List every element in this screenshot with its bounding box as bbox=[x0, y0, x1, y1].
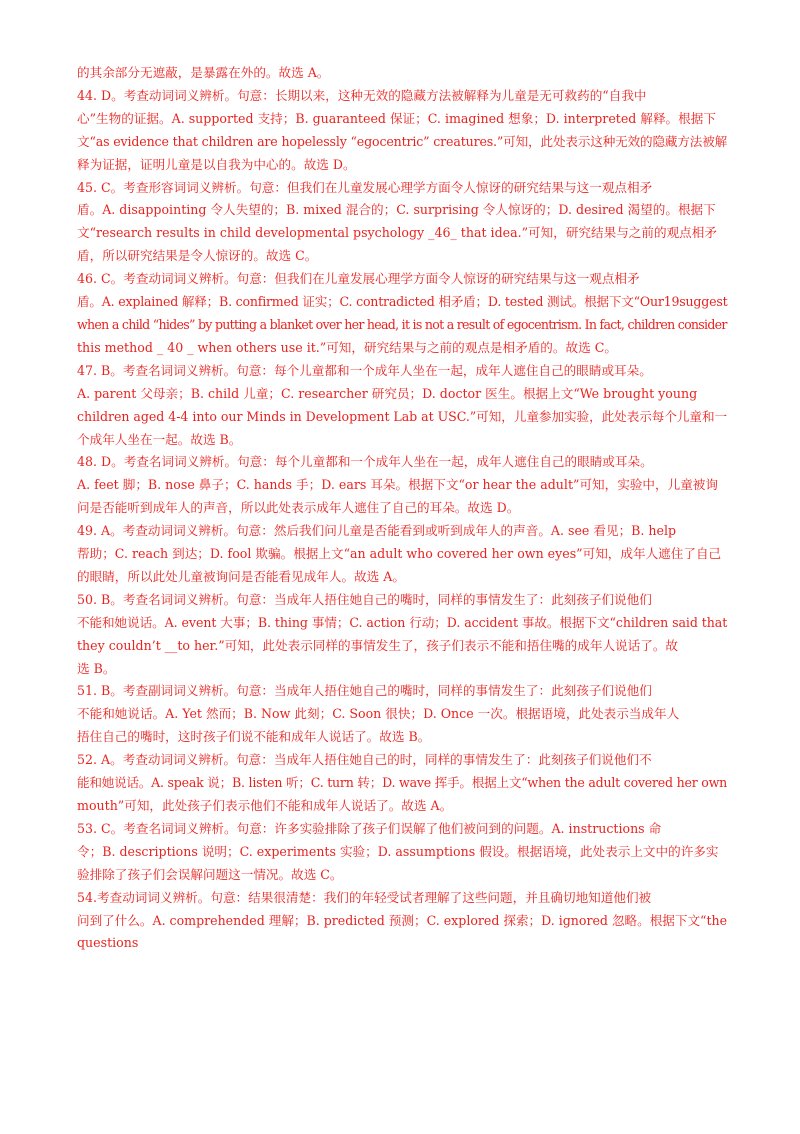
text-line: 49. A。考查动词词义辨析。句意：然后我们问儿童是否能看到或听到成年人的声音。A. see 看见；B. help bbox=[77, 523, 677, 539]
explanation-paragraph-p49 bbox=[77, 520, 727, 589]
text-line: A. feet 脚；B. nose 鼻子；C. hands 手；D. ears 耳朵。根据下文“or hear the adult”可知，实验中，儿童被询 bbox=[77, 477, 718, 493]
text-line: 47. B。考查名词词义辨析。句意：每个儿童都和一个成年人坐在一起，成年人遮住自己的眼睛或耳朵。 bbox=[77, 362, 652, 378]
text-line: 不能和她说话。A. Yet 然而；B. Now 此刻；C. Soon 很快；D. Once 一次。根据语境，此处表示当成年人 bbox=[77, 706, 680, 722]
text-line: 文“research results in child developmental psychology _46_ that idea.”可知，研究结果与之前的观点相矛 bbox=[77, 225, 717, 241]
text-line: 51. B。考查副词词义辨析。句意：当成年人捂住她自己的嘴时，同样的事情发生了：此刻孩子们说他们 bbox=[77, 683, 652, 699]
text-line: 52. A。考查动词词义辨析。句意：当成年人捂住她自己的时，同样的事情发生了：此刻孩子们说他们不 bbox=[77, 752, 652, 768]
answer-explanations bbox=[77, 62, 727, 955]
text-line: 的眼睛，所以此处儿童被询问是否能看见成年人。故选 A。 bbox=[77, 568, 405, 584]
text-line: 验排除了孩子们会误解问题这一情况。故选 C。 bbox=[77, 866, 343, 882]
text-line: 44. D。考查动词词义辨析。句意：长期以来，这种无效的隐藏方法被解释为儿童是无可救药的“自我中 bbox=[77, 87, 647, 103]
text-line: 选 B。 bbox=[77, 660, 116, 676]
text-line: they couldn’t __to her.”可知，此处表示同样的事情发生了，孩子们表示不能和捂住嘴的成年人说话了。故 bbox=[77, 637, 679, 653]
text-line: mouth”可知，此处孩子们表示他们不能和成年人说话了。故选 A。 bbox=[77, 798, 453, 813]
text-line: 的其余部分无遮蔽，是暴露在外的。故选 A。 bbox=[77, 65, 330, 80]
text-line: 心”生物的证据。A. supported 支持；B. guaranteed 保证；C. imagined 想象；D. interpreted 解释。根据下 bbox=[77, 110, 716, 126]
text-line: 50. B。考查名词词义辨析。句意：当成年人捂住她自己的嘴时，同样的事情发生了：此刻孩子们说他们 bbox=[77, 591, 652, 607]
text-line: 54.考查动词词义辨析。句意：结果很清楚：我们的年轻受试者理解了这些问题，并且确切地知道他们被 bbox=[77, 889, 652, 905]
text-line: 问到了什么。A. comprehended 理解；B. predicted 预测；C. explored 探索；D. ignored 忽略。根据下文“the bbox=[77, 912, 728, 928]
explanation-paragraph-p54 bbox=[77, 887, 727, 956]
text-line: 45. C。考查形容词词义辨析。句意：但我们在儿童发展心理学方面令人惊讶的研究结果与这一观点相矛 bbox=[77, 179, 653, 195]
explanation-paragraph-p44 bbox=[77, 85, 727, 177]
explanation-paragraph-p48 bbox=[77, 451, 727, 520]
text-line: 令；B. descriptions 说明；C. experiments 实验；D. assumptions 假设。根据语境，此处表示上文中的许多实 bbox=[77, 843, 719, 859]
explanation-paragraph-p51 bbox=[77, 680, 727, 749]
text-line: 盾。A. explained 解释；B. confirmed 证实；C. contradicted 相矛盾；D. tested 测试。根据下文“Our19suggest bbox=[77, 294, 728, 310]
explanation-paragraph-p45 bbox=[77, 177, 727, 269]
text-line: 问是否能听到成年人的声音，所以此处表示成年人遮住了自己的耳朵。故选 D。 bbox=[77, 500, 520, 516]
text-line: 盾。A. disappointing 令人失望的；B. mixed 混合的；C. surprising 令人惊讶的；D. desired 渴望的。根据下 bbox=[77, 202, 716, 218]
text-line: 53. C。考查名词词义辨析。句意：许多实验排除了孩子们误解了他们被问到的问题。A. instructions 命 bbox=[77, 820, 662, 836]
text-line: 能和她说话。A. speak 说；B. listen 听；C. turn 转；D. wave 挥手。根据上文“when the adult covered her own bbox=[77, 775, 728, 791]
text-line: children aged 4-4 into our Minds in Development Lab at USC.”可知，儿童参加实验，此处表示每个儿童和一 bbox=[77, 408, 728, 424]
text-line: questions bbox=[77, 935, 139, 951]
text-line: this method _ 40 _ when others use it.”可知，研究结果与之前的观点是相矛盾的。故选 C。 bbox=[77, 339, 617, 355]
explanation-paragraph-p46 bbox=[77, 268, 727, 360]
text-line: 46. C。考查动词词义辨析。句意：但我们在儿童发展心理学方面令人惊讶的研究结果与这一观点相矛 bbox=[77, 271, 640, 287]
text-line: 个成年人坐在一起。故选 B。 bbox=[77, 431, 242, 447]
explanation-paragraph-p50 bbox=[77, 589, 727, 681]
explanation-paragraph-p43 bbox=[77, 62, 727, 85]
text-line: 盾，所以研究结果是令人惊讶的。故选 C。 bbox=[77, 248, 318, 264]
text-line: 文“as evidence that children are hopelessly “egocentric” creatures.”可知，此处表示这种无效的隐藏方法被解 bbox=[77, 133, 728, 149]
text-line: 捂住自己的嘴时，这时孩子们说不能和成年人说话了。故选 B。 bbox=[77, 729, 431, 745]
text-line: 不能和她说话。A. event 大事；B. thing 事情；C. action 行动；D. accident 事故。根据下文“children said that bbox=[77, 614, 728, 630]
text-line: when a child “hides” by putting a blanket over her head, it is not a result of egocentrism. In fact, children consider bbox=[77, 316, 727, 332]
text-line: 48. D。考查名词词义辨析。句意：每个儿童都和一个成年人坐在一起，成年人遮住自己的眼睛或耳朵。 bbox=[77, 454, 653, 470]
text-line: 帮助；C. reach 到达；D. fool 欺骗。根据上文“an adult who covered her own eyes”可知，成年人遮住了自己 bbox=[77, 546, 722, 562]
explanation-paragraph-p52 bbox=[77, 749, 727, 818]
explanation-paragraph-p47 bbox=[77, 360, 727, 452]
text-line: A. parent 父母亲；B. child 儿童；C. researcher 研究员；D. doctor 医生。根据上文“We brought young bbox=[77, 385, 698, 401]
explanation-paragraph-p53 bbox=[77, 818, 727, 887]
text-line: 释为证据，证明儿童是以自我为中心的。故选 D。 bbox=[77, 156, 356, 172]
